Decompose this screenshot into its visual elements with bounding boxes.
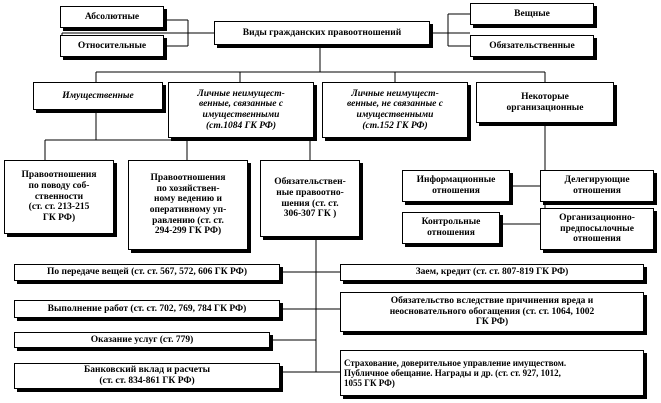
economic-management-box — [128, 160, 248, 250]
services-box — [14, 332, 270, 348]
prop-box — [33, 82, 163, 110]
personal-related-box — [168, 82, 314, 138]
harm-label: Обязательство вследствие причинения вреда и неосновательного обогащения (ст. ст. 1064, 1002 ГК РФ) — [389, 296, 595, 328]
loan-box — [340, 264, 644, 281]
ownership-label: Правоотношения по поводу соб- ственности (ст. ст. 213-215 ГК РФ) — [21, 170, 97, 223]
org-label: Некоторые организационные — [506, 91, 584, 113]
org-prerequisite-label: Организационно- предпосылочные отношения — [559, 213, 635, 245]
real-label: Вещные — [514, 8, 550, 19]
abs-box — [60, 6, 164, 28]
bank-label: Банковский вклад и расчеты (ст. ст. 834-861 ГК РФ) — [83, 365, 211, 386]
personal-unrelated-box — [322, 82, 468, 138]
org-prerequisite-box — [540, 208, 654, 250]
obligation-label: Обязательствен- ные правоотно- шения (ст. ст. 306-307 ГК ) — [274, 177, 346, 220]
delegating-box — [540, 170, 654, 202]
ownership-box — [4, 160, 114, 234]
info-box — [402, 170, 510, 202]
abs-label: Абсолютные — [84, 11, 140, 22]
delegating-label: Делегирующие отношения — [564, 175, 630, 196]
bank-box — [14, 363, 280, 389]
works-label: Выполнение работ (ст. ст. 702, 769, 784 ГК РФ) — [47, 303, 247, 314]
org-box — [476, 82, 614, 123]
insurance-label: Страхование, доверительное управление имуществом. Публичное обещание. Награды и др. (ст. ст. 927, 1012, 1055 ГК РФ) — [344, 357, 567, 389]
economic-management-label: Правоотношения по хозяйствен- ному ведению и оперативному уп- равлению (ст. ст. 294-299 ГК РФ) — [149, 173, 227, 237]
personal-unrelated-label: Личные неимущест- венные, не связанные с имущественными (ст.152 ГК РФ) — [347, 88, 443, 131]
insurance-box — [340, 350, 644, 396]
services-label: Оказание услуг (ст. 779) — [90, 334, 194, 345]
obl-rel-label: Обязательственные — [489, 40, 575, 51]
loan-label: Заем, кредит (ст. ст. 807-819 ГК РФ) — [415, 267, 569, 278]
rel-box — [60, 35, 164, 57]
root-label: Виды гражданских правоотношений — [242, 27, 402, 38]
real-box — [470, 3, 594, 25]
control-label: Контрольные отношения — [421, 217, 481, 238]
obl-rel-box — [470, 35, 594, 57]
obligation-box — [260, 160, 360, 237]
rel-label: Относительные — [77, 40, 147, 51]
works-box — [14, 300, 280, 318]
control-box — [402, 212, 500, 244]
transfer-label: По передаче вещей (ст. ст. 567, 572, 606 ГК РФ) — [46, 267, 248, 278]
transfer-box — [14, 264, 280, 281]
harm-box — [340, 292, 644, 332]
info-label: Информационные отношения — [416, 175, 496, 196]
personal-related-label: Личные неимущест- венные, связанные с имущественными (ст.1084 ГК РФ) — [197, 88, 285, 131]
prop-label: Имущественные — [62, 90, 134, 101]
root-box — [214, 21, 430, 45]
